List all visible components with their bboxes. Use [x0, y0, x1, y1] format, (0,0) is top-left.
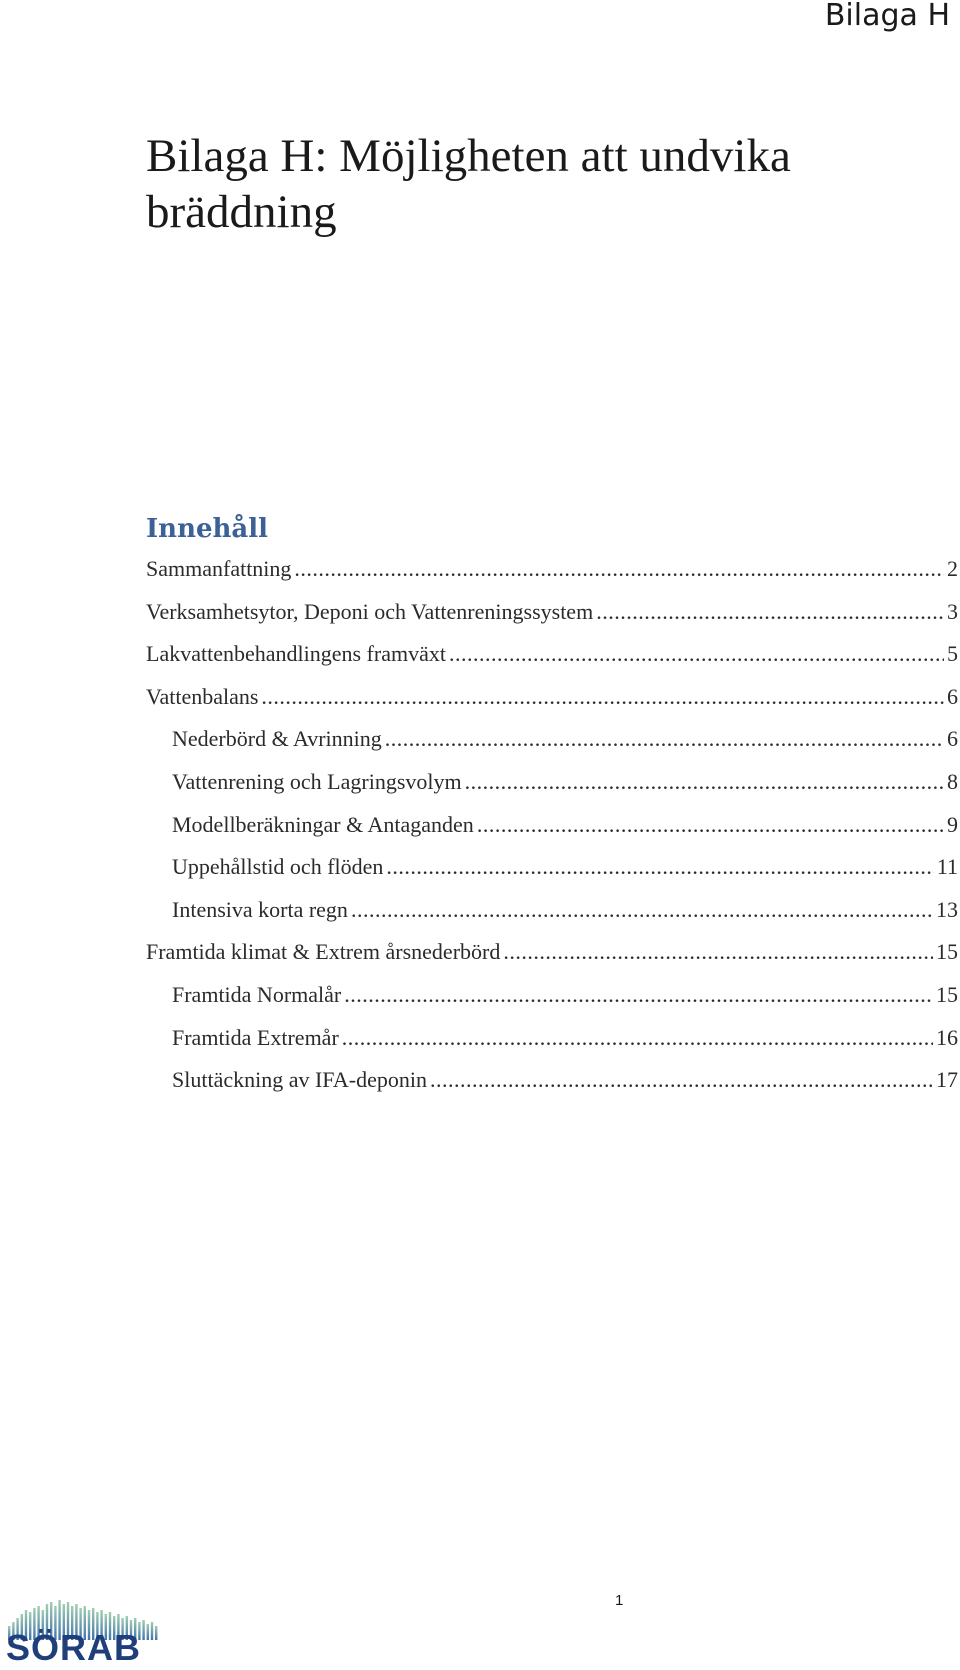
- toc-entry[interactable]: [146, 556, 958, 599]
- toc-entry-page: 13: [936, 896, 958, 922]
- toc-entry-label: Sammanfattning: [146, 556, 292, 581]
- toc-entry-label: Vattenrening och Lagringsvolym: [172, 768, 462, 794]
- toc-entry[interactable]: [146, 726, 958, 769]
- toc-entry-page: 17: [936, 1067, 958, 1093]
- toc-entry[interactable]: [146, 684, 958, 727]
- toc-dot-leader: [430, 1067, 933, 1093]
- toc-entry[interactable]: [146, 641, 958, 684]
- toc-entry-page: 8: [947, 768, 958, 794]
- toc-entry[interactable]: [146, 1067, 958, 1110]
- logo-bar: [147, 1624, 149, 1640]
- toc-dot-leader: [596, 599, 944, 625]
- toc-entry-page: 11: [936, 854, 958, 880]
- logo-bar: [151, 1622, 153, 1640]
- toc-entry-label: Sluttäckning av IFA-deponin: [172, 1067, 427, 1093]
- logo-bar: [155, 1626, 157, 1640]
- toc-entry-label: Vattenbalans: [146, 683, 259, 709]
- toc-dot-leader: [385, 726, 944, 752]
- toc-entry-label: Framtida klimat & Extrem årsnederbörd: [146, 939, 501, 965]
- toc-entry-page: 15: [936, 939, 958, 965]
- toc-entry-page: 3: [947, 598, 958, 624]
- toc-entry[interactable]: [146, 599, 958, 642]
- toc-entry-label: Lakvattenbehandlingens framväxt: [146, 641, 446, 667]
- toc-entry-label: Modellberäkningar & Antaganden: [172, 811, 474, 837]
- toc-entry[interactable]: [146, 897, 958, 940]
- sorab-logo: [6, 1596, 166, 1668]
- toc-heading: Innehåll: [146, 514, 269, 544]
- toc-entry-page: 16: [936, 1024, 958, 1050]
- toc-entry[interactable]: [146, 812, 958, 855]
- table-of-contents: [146, 556, 958, 1110]
- toc-dot-leader: [261, 684, 944, 710]
- toc-entry-page: 5: [947, 641, 958, 667]
- toc-entry-label: Uppehållstid och flöden: [172, 854, 384, 880]
- toc-entry-page: 2: [947, 556, 958, 581]
- toc-entry-page: 9: [947, 811, 958, 837]
- toc-entry-label: Framtida Normalår: [172, 981, 342, 1007]
- toc-entry[interactable]: [146, 1025, 958, 1068]
- toc-entry[interactable]: [146, 854, 958, 897]
- toc-entry-label: Nederbörd & Avrinning: [172, 726, 382, 752]
- toc-dot-leader: [503, 939, 933, 965]
- logo-bar: [142, 1620, 144, 1640]
- toc-entry[interactable]: [146, 769, 958, 812]
- toc-entry-page: 6: [947, 726, 958, 752]
- toc-dot-leader: [386, 854, 933, 880]
- toc-entry-page: 15: [936, 981, 958, 1007]
- page-number: 1: [615, 1592, 624, 1609]
- running-header: Bilaga H: [824, 0, 950, 33]
- toc-entry-label: Intensiva korta regn: [172, 896, 348, 922]
- toc-entry-label: Verksamhetsytor, Deponi och Vattenreningssystem: [146, 598, 594, 624]
- toc-entry-page: 6: [947, 683, 958, 709]
- document-title: Bilaga H: Möjligheten att undvika bräddning: [146, 130, 791, 238]
- toc-dot-leader: [465, 769, 944, 795]
- toc-dot-leader: [344, 982, 933, 1008]
- toc-dot-leader: [477, 812, 944, 838]
- toc-dot-leader: [449, 641, 944, 667]
- toc-entry-label: Framtida Extremår: [172, 1024, 339, 1050]
- toc-entry[interactable]: [146, 982, 958, 1025]
- toc-dot-leader: [351, 897, 933, 923]
- toc-dot-leader: [294, 556, 944, 582]
- toc-entry[interactable]: [146, 939, 958, 982]
- toc-dot-leader: [342, 1025, 933, 1051]
- logo-wordmark: SÖRAB: [6, 1627, 142, 1668]
